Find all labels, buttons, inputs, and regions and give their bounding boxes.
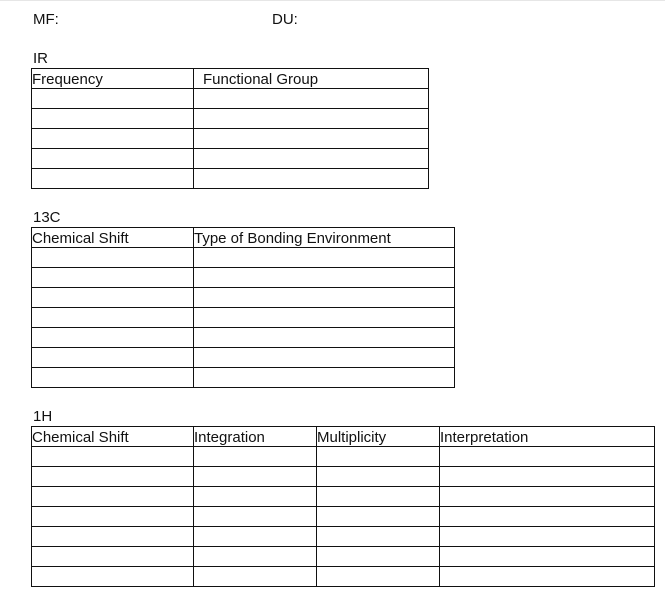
c13-table-row [32, 268, 455, 288]
page-top-divider [0, 0, 665, 1]
c13-table [31, 227, 455, 388]
h1-table-cell[interactable] [317, 567, 440, 587]
h1-table-cell[interactable] [317, 507, 440, 527]
ir-table-cell[interactable] [194, 149, 429, 169]
c13-table-row [32, 308, 455, 328]
h1-table-cell[interactable] [32, 527, 194, 547]
c13-section-title: 13C [33, 209, 61, 226]
h1-table-cell[interactable] [194, 467, 317, 487]
h1-table-cell[interactable] [440, 527, 655, 547]
c13-table-cell[interactable] [32, 368, 194, 388]
h1-table-cell[interactable] [440, 547, 655, 567]
h1-table-row [32, 487, 655, 507]
c13-table-cell[interactable] [194, 308, 455, 328]
h1-table-cell[interactable] [317, 487, 440, 507]
h1-table-row [32, 547, 655, 567]
h1-table-cell[interactable] [440, 447, 655, 467]
c13-table-cell[interactable] [194, 268, 455, 288]
ir-table-row [32, 129, 429, 149]
ir-table-row [32, 169, 429, 189]
c13-col-chemical-shift: Chemical Shift [32, 228, 194, 248]
c13-table-cell[interactable] [32, 248, 194, 268]
h1-table-cell[interactable] [317, 547, 440, 567]
ir-table-row [32, 109, 429, 129]
ir-table-cell[interactable] [32, 89, 194, 109]
h1-table-cell[interactable] [32, 447, 194, 467]
ir-col-frequency: Frequency [32, 69, 194, 89]
h1-table-cell[interactable] [317, 467, 440, 487]
ir-header-row [32, 69, 429, 89]
c13-table-row [32, 348, 455, 368]
h1-table-cell[interactable] [194, 547, 317, 567]
h1-table-cell[interactable] [317, 527, 440, 547]
ir-table-cell[interactable] [194, 109, 429, 129]
c13-table-cell[interactable] [194, 288, 455, 308]
h1-table-row [32, 507, 655, 527]
ir-table-cell[interactable] [32, 169, 194, 189]
h1-table-row [32, 527, 655, 547]
h1-table-cell[interactable] [317, 447, 440, 467]
h1-table-row [32, 447, 655, 467]
ir-col-functional-group: Functional Group [194, 69, 429, 89]
du-label: DU: [272, 11, 298, 28]
ir-table-cell[interactable] [194, 169, 429, 189]
h1-table-cell[interactable] [440, 487, 655, 507]
h1-col-interpretation: Interpretation [440, 427, 655, 447]
c13-table-row [32, 328, 455, 348]
c13-table-row [32, 288, 455, 308]
mf-label: MF: [33, 11, 59, 28]
ir-table-cell[interactable] [32, 109, 194, 129]
h1-table [31, 426, 655, 587]
h1-table-row [32, 467, 655, 487]
c13-table-cell[interactable] [32, 268, 194, 288]
ir-table-cell[interactable] [32, 129, 194, 149]
h1-table-cell[interactable] [440, 467, 655, 487]
c13-table-cell[interactable] [194, 368, 455, 388]
h1-table-cell[interactable] [32, 547, 194, 567]
c13-col-bonding-environment: Type of Bonding Environment [194, 228, 455, 248]
c13-table-cell[interactable] [32, 328, 194, 348]
c13-table-cell[interactable] [32, 348, 194, 368]
h1-col-integration: Integration [194, 427, 317, 447]
c13-table-cell[interactable] [194, 248, 455, 268]
ir-table-cell[interactable] [194, 129, 429, 149]
ir-table-row [32, 89, 429, 109]
h1-table-cell[interactable] [32, 467, 194, 487]
c13-table-cell[interactable] [32, 308, 194, 328]
ir-table-cell[interactable] [32, 149, 194, 169]
c13-header-row [32, 228, 455, 248]
ir-section-title: IR [33, 50, 48, 67]
h1-table-cell[interactable] [194, 487, 317, 507]
c13-table-cell[interactable] [194, 348, 455, 368]
c13-table-cell[interactable] [194, 328, 455, 348]
h1-header-row [32, 427, 655, 447]
h1-section-title: 1H [33, 408, 53, 425]
h1-table-cell[interactable] [194, 507, 317, 527]
ir-table-row [32, 149, 429, 169]
c13-table-row [32, 248, 455, 268]
h1-table-cell[interactable] [440, 567, 655, 587]
ir-table-cell[interactable] [194, 89, 429, 109]
h1-table-cell[interactable] [194, 567, 317, 587]
h1-col-chemical-shift: Chemical Shift [32, 427, 194, 447]
h1-table-cell[interactable] [194, 527, 317, 547]
h1-col-multiplicity: Multiplicity [317, 427, 440, 447]
h1-table-cell[interactable] [32, 487, 194, 507]
c13-table-cell[interactable] [32, 288, 194, 308]
h1-table-cell[interactable] [32, 507, 194, 527]
h1-table-row [32, 567, 655, 587]
c13-table-row [32, 368, 455, 388]
h1-table-cell[interactable] [440, 507, 655, 527]
ir-table [31, 68, 429, 189]
h1-table-cell[interactable] [32, 567, 194, 587]
h1-table-cell[interactable] [194, 447, 317, 467]
